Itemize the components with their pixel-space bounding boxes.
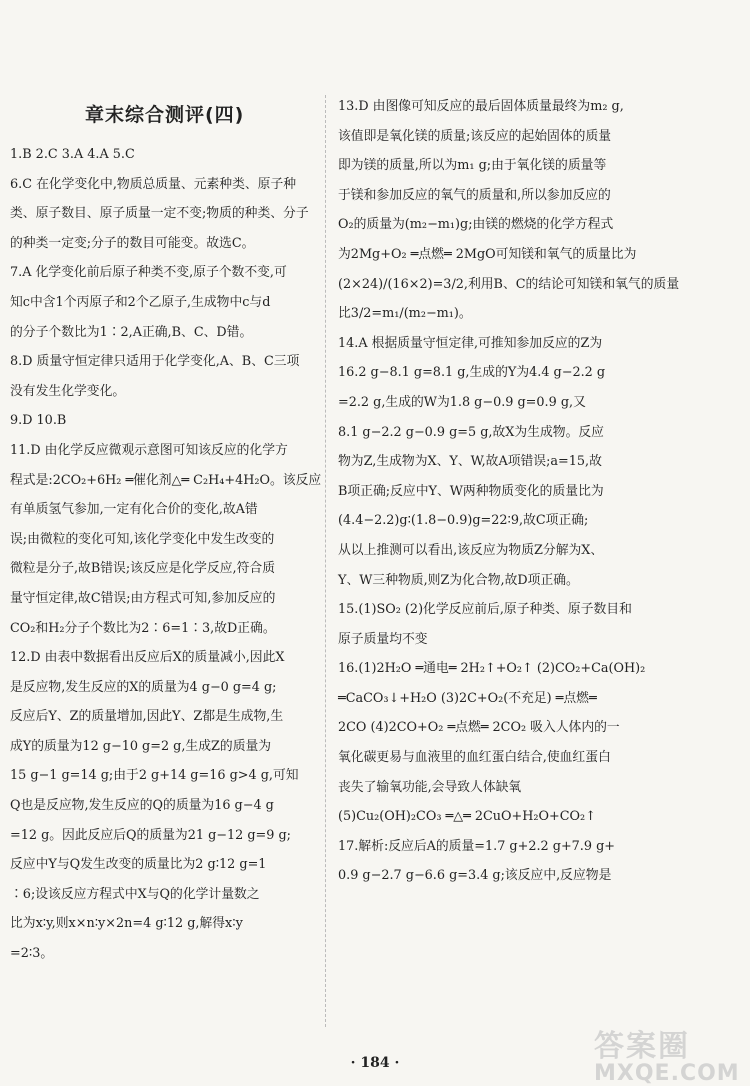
text-line: 原子质量均不变 bbox=[338, 631, 428, 647]
text-line: 6.C 在化学变化中,物质总质量、元素种类、原子种 bbox=[10, 176, 297, 192]
text-line: 16.(1)2H₂O ═通电═ 2H₂↑+O₂↑ (2)CO₂+Ca(OH)₂ bbox=[338, 661, 646, 677]
text-line: 微粒是分子,故B错误;该反应是化学反应,符合质 bbox=[10, 561, 275, 577]
left-column bbox=[10, 140, 322, 969]
text-line: 误;由微粒的变化可知,该化学变化中发生改变的 bbox=[10, 531, 275, 547]
text-line: =2.2 g,生成的W为1.8 g−0.9 g=0.9 g,又 bbox=[338, 394, 586, 410]
text-line: 11.D 由化学反应微观示意图可知该反应的化学方 bbox=[10, 442, 288, 458]
text-line: Q也是反应物,发生反应的Q的质量为16 g−4 g bbox=[10, 798, 274, 814]
text-line: 14.A 根据质量守恒定律,可推知参加反应的Z为 bbox=[338, 335, 603, 351]
text-line: 是反应物,发生反应的X的质量为4 g−0 g=4 g; bbox=[10, 679, 277, 695]
text-line: ═CaCO₃↓+H₂O (3)2C+O₂(不充足) ═点燃═ bbox=[338, 690, 597, 706]
text-line: ∶6;设该反应方程式中X与Q的化学计量数之 bbox=[10, 886, 260, 902]
text-line: 物为Z,生成物为X、Y、W,故A项错误;a=15,故 bbox=[338, 454, 602, 470]
text-line: 9.D 10.B bbox=[10, 413, 67, 429]
text-line: Y、W三种物质,则Z为化合物,故D项正确。 bbox=[338, 572, 579, 588]
text-line: 丧失了输氧功能,会导致人体缺氧 bbox=[338, 779, 522, 795]
text-line: 7.A 化学变化前后原子种类不变,原子个数不变,可 bbox=[10, 265, 287, 281]
text-line: 反应中Y与Q发生改变的质量比为2 g∶12 g=1 bbox=[10, 857, 267, 873]
text-line: 反应后Y、Z的质量增加,因此Y、Z都是生成物,生 bbox=[10, 709, 284, 725]
text-line: (2×24)/(16×2)=3/2,利用B、C的结论可知镁和氧气的质量 bbox=[338, 276, 680, 292]
text-line: 的分子个数比为1∶2,A正确,B、C、D错。 bbox=[10, 324, 253, 340]
text-line: (4.4−2.2)g∶(1.8−0.9)g=22∶9,故C项正确; bbox=[338, 513, 589, 529]
text-line: 类、原子数目、原子质量一定不变;物质的种类、分子 bbox=[10, 206, 309, 222]
watermark-bottom: MXQE.COM bbox=[594, 1061, 740, 1086]
text-line: 12.D 由表中数据看出反应后X的质量减小,因此X bbox=[10, 650, 285, 666]
text-line: 量守恒定律,故C错误;由方程式可知,参加反应的 bbox=[10, 590, 276, 606]
text-line: 17.解析:反应后A的质量=1.7 g+2.2 g+7.9 g+ bbox=[338, 838, 616, 854]
text-line: 有单质氢气参加,一定有化合价的变化,故A错 bbox=[10, 502, 258, 518]
text-line: 没有发生化学变化。 bbox=[10, 383, 126, 399]
text-line: 成Y的质量为12 g−10 g=2 g,生成Z的质量为 bbox=[10, 738, 272, 754]
text-line: (5)Cu₂(OH)₂CO₃ ═△═ 2CuO+H₂O+CO₂↑ bbox=[338, 809, 596, 825]
text-line: 8.1 g−2.2 g−0.9 g=5 g,故X为生成物。反应 bbox=[338, 424, 604, 440]
text-line: 于镁和参加反应的氧气的质量和,所以参加反应的 bbox=[338, 187, 611, 203]
text-line: 氧化碳更易与血液里的血红蛋白结合,使血红蛋白 bbox=[338, 750, 611, 766]
text-line: 15.(1)SO₂ (2)化学反应前后,原子种类、原子数目和 bbox=[338, 602, 632, 618]
text-line: 程式是:2CO₂+6H₂ ═催化剂△═ C₂H₄+4H₂O。该反应 bbox=[10, 472, 322, 488]
text-line: 该值即是氧化镁的质量;该反应的起始固体的质量 bbox=[338, 128, 612, 144]
right-column bbox=[338, 92, 680, 891]
text-line: 8.D 质量守恒定律只适用于化学变化,A、B、C三项 bbox=[10, 354, 300, 370]
text-line: 16.2 g−8.1 g=8.1 g,生成的Y为4.4 g−2.2 g bbox=[338, 365, 606, 381]
text-line: 知c中含1个丙原子和2个乙原子,生成物中c与d bbox=[10, 294, 271, 310]
text-line: 即为镁的质量,所以为m₁ g;由于氧化镁的质量等 bbox=[338, 158, 607, 174]
text-line: B项正确;反应中Y、W两种物质变化的质量比为 bbox=[338, 483, 604, 499]
watermark-top: 答案圈 bbox=[594, 1029, 690, 1064]
text-line: =2∶3。 bbox=[10, 946, 54, 962]
column-divider bbox=[325, 95, 326, 1027]
text-line: CO₂和H₂分子个数比为2∶6=1∶3,故D正确。 bbox=[10, 620, 276, 636]
text-line: =12 g。因此反应后Q的质量为21 g−12 g=9 g; bbox=[10, 827, 291, 843]
text-line: 1.B 2.C 3.A 4.A 5.C bbox=[10, 147, 135, 162]
watermark-logo bbox=[594, 1021, 744, 1086]
text-line: 15 g−1 g=14 g;由于2 g+14 g=16 g>4 g,可知 bbox=[10, 768, 299, 784]
text-line: 13.D 由图像可知反应的最后固体质量最终为m₂ g, bbox=[338, 99, 624, 114]
text-line: 0.9 g−2.7 g−6.6 g=3.4 g;该反应中,反应物是 bbox=[338, 868, 612, 884]
page-title: 章末综合测评(四) bbox=[85, 104, 245, 126]
text-line: 从以上推测可以看出,该反应为物质Z分解为X、 bbox=[338, 542, 604, 558]
text-line: 比3/2=m₁/(m₂−m₁)。 bbox=[338, 306, 472, 322]
text-line: 的种类一定变;分子的数目可能变。故选C。 bbox=[10, 235, 255, 251]
text-line: 2CO (4)2CO+O₂ ═点燃═ 2CO₂ 吸入人体内的一 bbox=[338, 720, 620, 736]
text-line: 比为x∶y,则x×n∶y×2n=4 g∶12 g,解得x∶y bbox=[10, 916, 243, 932]
text-line: 为2Mg+O₂ ═点燃═ 2MgO可知镁和氧气的质量比为 bbox=[338, 246, 637, 262]
page-number: · 184 · bbox=[350, 1055, 400, 1071]
text-line: O₂的质量为(m₂−m₁)g;由镁的燃烧的化学方程式 bbox=[338, 217, 614, 233]
